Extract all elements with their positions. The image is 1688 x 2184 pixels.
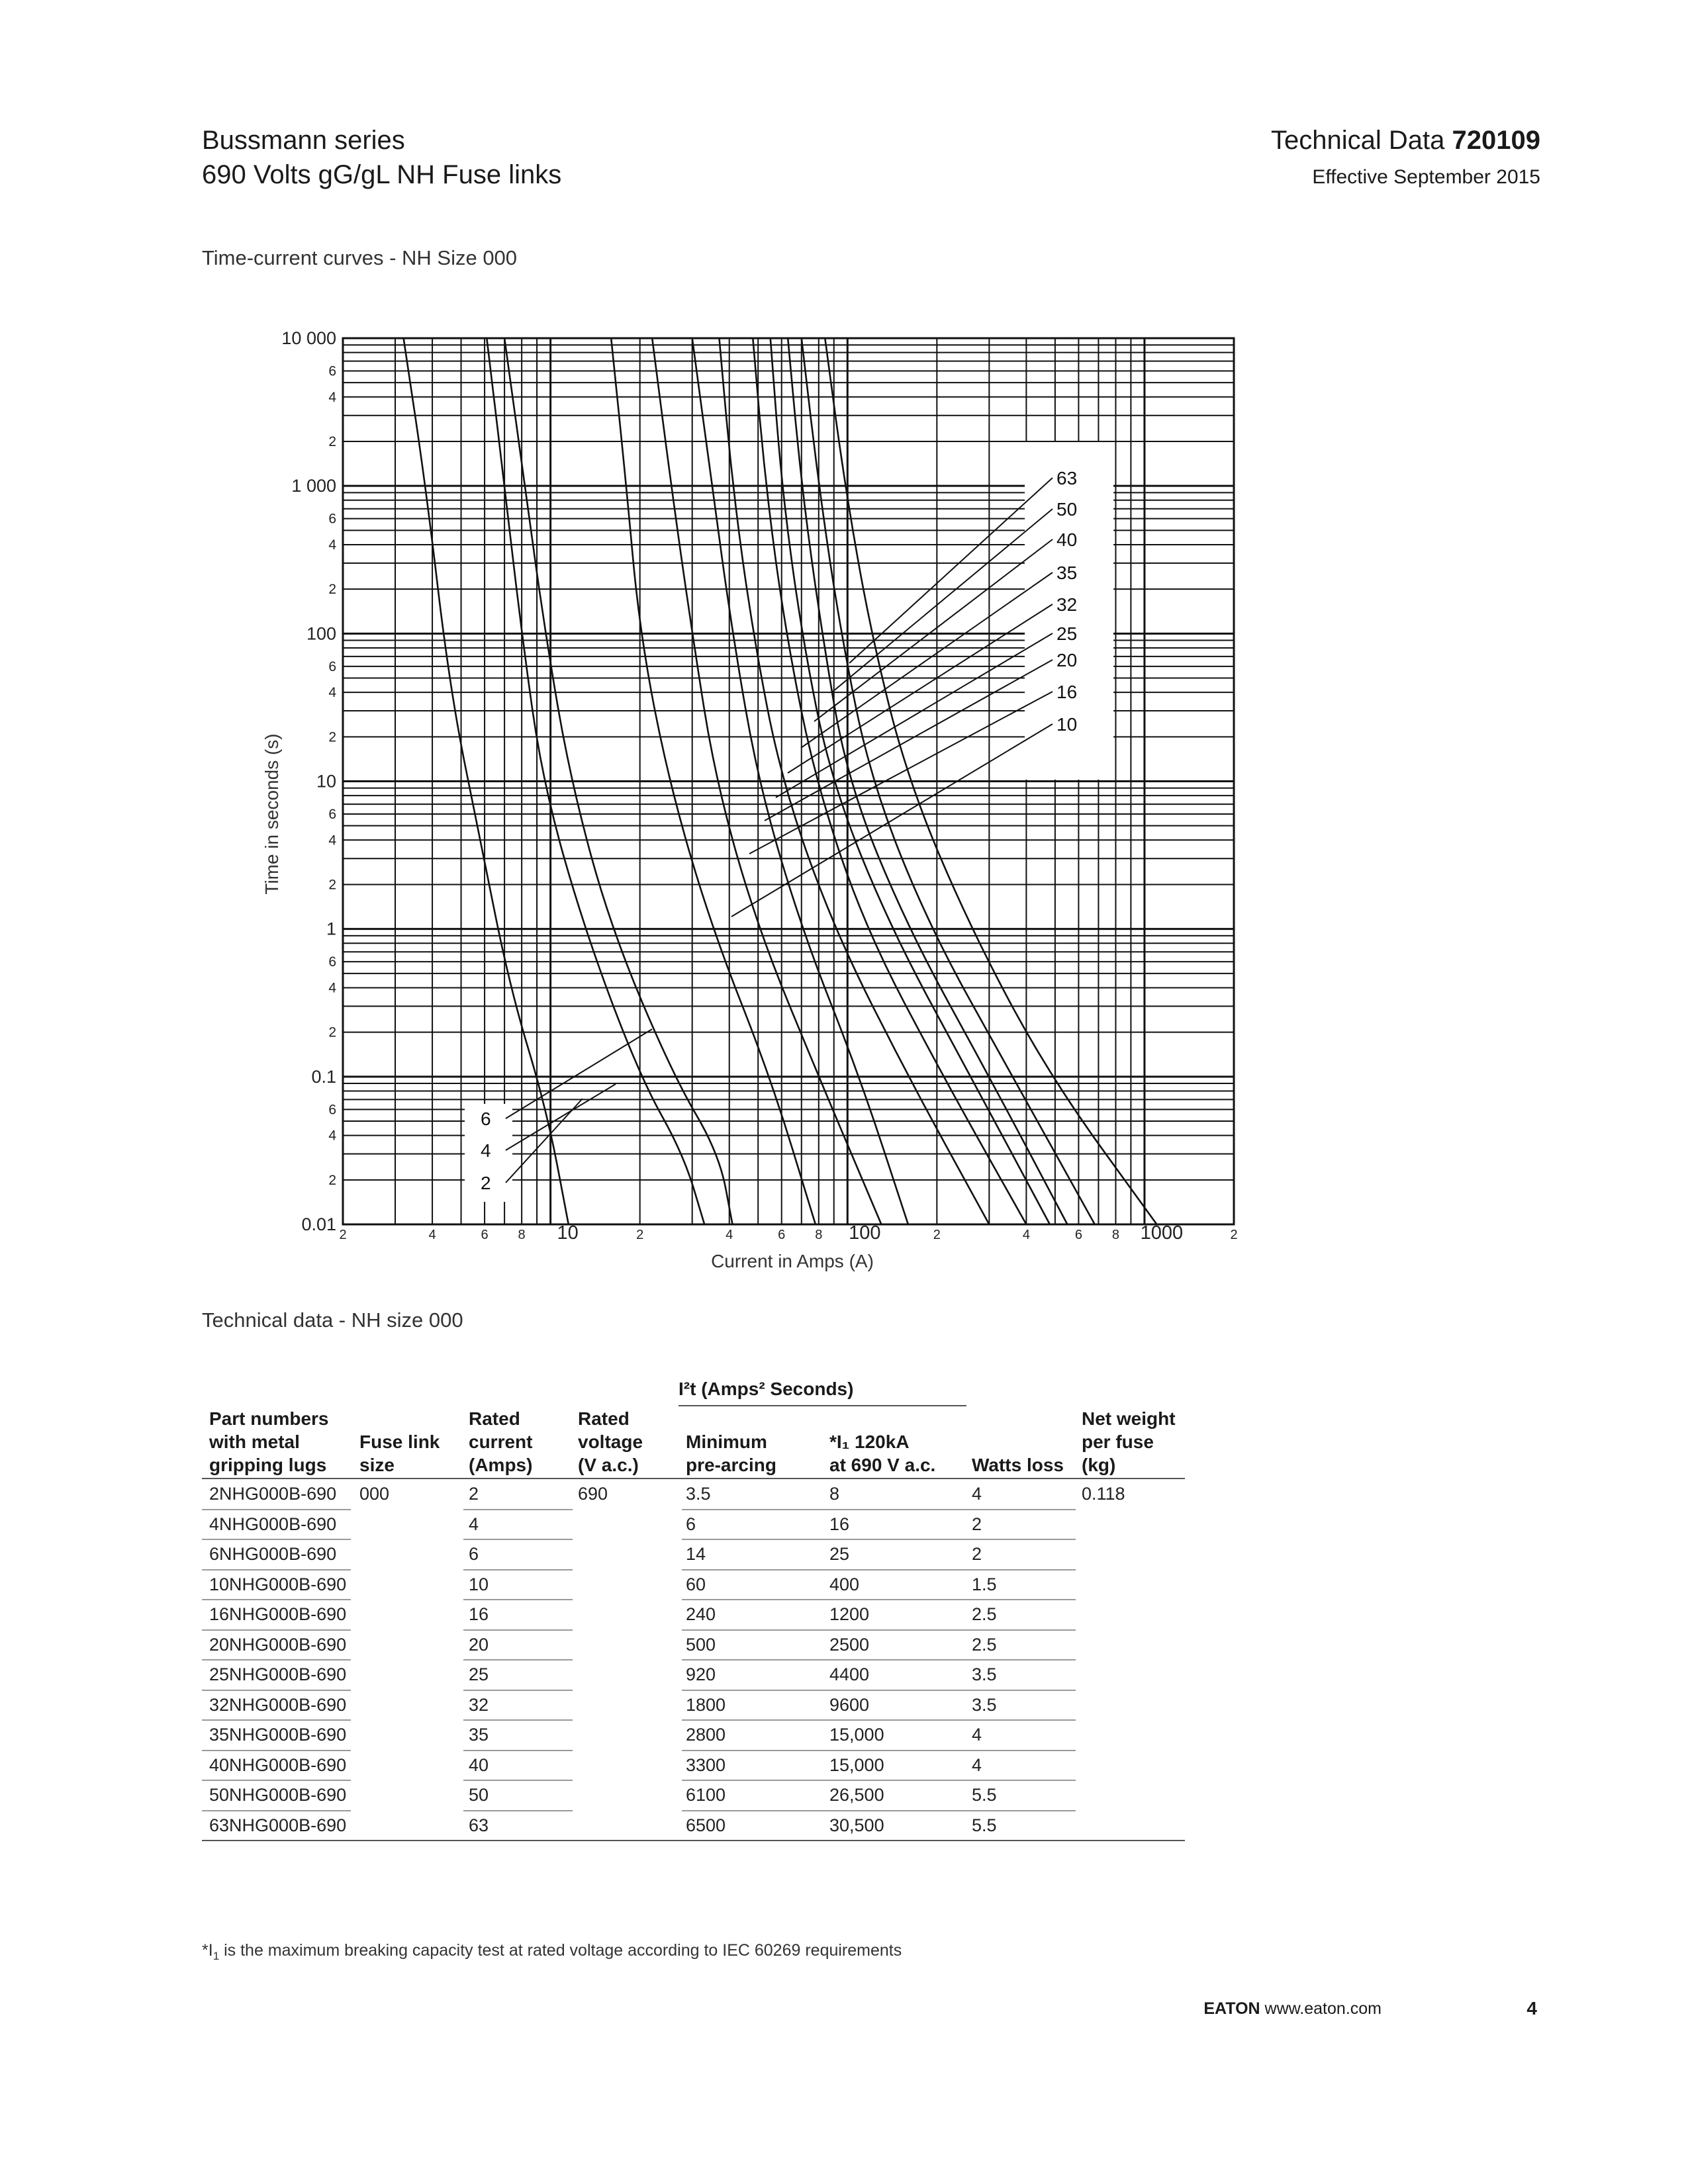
rated-current-cell: 10 <box>469 1574 489 1594</box>
y-tick-label: 100 <box>306 623 336 644</box>
column-header-8: (kg) <box>1082 1455 1116 1475</box>
y-tick-label: 0.01 <box>301 1214 336 1234</box>
row-separator <box>463 1599 573 1600</box>
row-separator <box>202 1810 351 1811</box>
rated-current-cell: 4 <box>469 1514 479 1534</box>
x-tick-label: 8 <box>815 1228 823 1242</box>
rated-current-cell: 35 <box>469 1725 489 1745</box>
y-tick-label: 4 <box>328 1128 336 1144</box>
column-header-5: pre-arcing <box>686 1455 776 1475</box>
part-number-cell: 4NHG000B-690 <box>209 1514 337 1534</box>
row-separator <box>463 1509 573 1510</box>
leader-line-6 <box>506 1029 652 1118</box>
y-axis-label: Time in seconds (s) <box>261 733 282 895</box>
column-header-2: size <box>359 1455 395 1475</box>
i2t-group-header: I²t (Amps² Seconds) <box>679 1379 966 1406</box>
row-separator <box>202 1719 351 1721</box>
breaking-capacity-cell: 16 <box>829 1514 850 1534</box>
rated-current-cell: 32 <box>469 1694 489 1715</box>
row-separator <box>463 1569 573 1570</box>
row-separator <box>463 1659 573 1661</box>
breaking-capacity-cell: 9600 <box>829 1694 870 1715</box>
row-separator <box>463 1810 573 1811</box>
series-label-35: 35 <box>1056 563 1078 583</box>
x-tick-label: 6 <box>778 1228 786 1242</box>
x-tick-label: 4 <box>428 1228 436 1242</box>
x-tick-label: 6 <box>1074 1228 1082 1242</box>
part-number-cell: 2NHG000B-690 <box>209 1484 337 1504</box>
pre-arcing-cell: 6500 <box>686 1815 726 1835</box>
series-label-4: 4 <box>481 1140 491 1161</box>
row-separator <box>202 1659 351 1661</box>
x-tick-label: 100 <box>849 1222 881 1244</box>
leader-line-63 <box>849 478 1053 663</box>
series-label-32: 32 <box>1056 594 1078 615</box>
breaking-capacity-cell: 26,500 <box>829 1785 884 1805</box>
y-tick-label: 4 <box>328 833 336 848</box>
watts-loss-cell: 5.5 <box>972 1785 997 1805</box>
y-tick-label: 2 <box>328 582 336 598</box>
row-separator <box>202 1569 351 1570</box>
column-header-3: Rated <box>469 1408 520 1429</box>
column-header-1: with metal <box>209 1432 300 1452</box>
breaking-capacity-cell: 25 <box>829 1544 850 1564</box>
watts-loss-cell: 2 <box>972 1514 982 1534</box>
effective-date: Effective September 2015 <box>1312 166 1540 188</box>
y-tick-label: 6 <box>328 807 336 823</box>
technical-data-label: Technical Data <box>1271 126 1445 155</box>
y-tick-label: 6 <box>328 1102 336 1118</box>
breaking-capacity-cell: 8 <box>829 1484 840 1504</box>
row-separator <box>202 1539 351 1540</box>
row-separator <box>202 1750 351 1751</box>
pre-arcing-cell: 6 <box>686 1514 696 1534</box>
row-separator <box>682 1569 1076 1570</box>
watts-loss-cell: 4 <box>972 1725 982 1745</box>
footer-brand <box>1203 1999 1382 2019</box>
column-header-4: voltage <box>578 1432 643 1452</box>
row-separator <box>202 1629 351 1631</box>
row-separator <box>682 1599 1076 1600</box>
watts-loss-cell: 1.5 <box>972 1574 997 1594</box>
y-tick-label: 0.1 <box>311 1066 336 1087</box>
column-header-4: Rated <box>578 1408 630 1429</box>
row-separator <box>682 1539 1076 1540</box>
x-axis-label: Current in Amps (A) <box>711 1251 874 1271</box>
pre-arcing-cell: 2800 <box>686 1725 726 1745</box>
leader-line-35 <box>801 572 1053 748</box>
watts-loss-cell: 5.5 <box>972 1815 997 1835</box>
column-header-8: Net weight <box>1082 1408 1176 1429</box>
row-separator <box>682 1509 1076 1510</box>
row-separator <box>202 1690 351 1691</box>
pre-arcing-cell: 60 <box>686 1574 706 1594</box>
page-number: 4 <box>1526 1998 1537 2019</box>
footnote-text: is the maximum breaking capacity test at rated voltage according to IEC 60269 requirements <box>219 1941 902 1960</box>
y-tick-label: 6 <box>328 954 336 970</box>
x-tick-label: 2 <box>933 1228 941 1242</box>
x-tick-label: 4 <box>726 1228 733 1242</box>
part-number-cell: 20NHG000B-690 <box>209 1634 347 1655</box>
pre-arcing-cell: 500 <box>686 1634 716 1655</box>
y-tick-label: 6 <box>328 659 336 674</box>
rated-voltage-cell: 690 <box>578 1484 608 1504</box>
product-title: 690 Volts gG/gL NH Fuse links <box>202 160 562 189</box>
row-separator <box>682 1810 1076 1811</box>
pre-arcing-cell: 6100 <box>686 1785 726 1805</box>
row-separator <box>202 1599 351 1600</box>
y-tick-label: 4 <box>328 537 336 553</box>
row-separator <box>463 1750 573 1751</box>
column-header-1: Part numbers <box>209 1408 329 1429</box>
row-separator <box>463 1539 573 1540</box>
column-header-5: Minimum <box>686 1432 767 1452</box>
column-header-3: (Amps) <box>469 1455 533 1475</box>
series-label-25: 25 <box>1056 623 1078 644</box>
part-number-cell: 6NHG000B-690 <box>209 1544 337 1564</box>
breaking-capacity-cell: 30,500 <box>829 1815 884 1835</box>
chart-series-labels <box>465 442 1113 1202</box>
row-separator <box>463 1719 573 1721</box>
row-separator <box>682 1659 1076 1661</box>
y-tick-label: 10 <box>316 771 336 792</box>
watts-loss-cell: 4 <box>972 1484 982 1504</box>
part-number-cell: 40NHG000B-690 <box>209 1754 347 1775</box>
rated-current-cell: 16 <box>469 1604 489 1624</box>
rated-current-cell: 40 <box>469 1754 489 1775</box>
part-number-cell: 35NHG000B-690 <box>209 1725 347 1745</box>
column-header-6: *I₁ 120kA <box>829 1432 910 1452</box>
y-tick-label: 4 <box>328 685 336 701</box>
y-tick-label: 2 <box>328 1024 336 1040</box>
x-tick-label: 4 <box>1022 1228 1030 1242</box>
rated-current-cell: 25 <box>469 1664 489 1684</box>
series-label-2: 2 <box>481 1173 491 1193</box>
x-tick-label: 2 <box>1230 1228 1238 1242</box>
fuse-size-cell: 000 <box>359 1484 390 1504</box>
rated-current-cell: 2 <box>469 1484 479 1504</box>
rated-current-cell: 20 <box>469 1634 489 1655</box>
series-label-50: 50 <box>1056 499 1078 520</box>
series-label-6: 6 <box>481 1109 491 1129</box>
row-separator <box>682 1719 1076 1721</box>
y-tick-label: 6 <box>328 511 336 527</box>
header-rule <box>202 1478 1185 1479</box>
x-tick-label: 8 <box>1111 1228 1120 1242</box>
footnote <box>202 1941 902 1963</box>
table-caption: Technical data - NH size 000 <box>202 1308 463 1332</box>
watts-loss-cell: 2 <box>972 1544 982 1564</box>
part-number-cell: 16NHG000B-690 <box>209 1604 347 1624</box>
series-label-20: 20 <box>1056 650 1078 670</box>
row-separator <box>682 1750 1076 1751</box>
row-separator <box>682 1690 1076 1691</box>
footnote-subscript: 1 <box>212 1950 220 1962</box>
watts-loss-cell: 4 <box>972 1754 982 1775</box>
row-separator <box>463 1780 573 1781</box>
y-tick-label: 10 000 <box>281 328 336 348</box>
breaking-capacity-cell: 400 <box>829 1574 860 1594</box>
column-header-4: (V a.c.) <box>578 1455 639 1475</box>
rated-current-cell: 50 <box>469 1785 489 1805</box>
watts-loss-cell: 2.5 <box>972 1604 997 1624</box>
series-label-63: 63 <box>1056 468 1078 488</box>
y-tick-label: 2 <box>328 1172 336 1188</box>
y-tick-label: 4 <box>328 389 336 405</box>
column-header-2: Fuse link <box>359 1432 440 1452</box>
row-separator <box>202 1509 351 1510</box>
series-label-40: 40 <box>1056 529 1078 550</box>
breaking-capacity-cell: 1200 <box>829 1604 870 1624</box>
column-header-1: gripping lugs <box>209 1455 327 1475</box>
brand-url[interactable]: www.eaton.com <box>1260 1999 1382 2018</box>
net-weight-cell: 0.118 <box>1082 1484 1125 1504</box>
breaking-capacity-cell: 4400 <box>829 1664 870 1684</box>
part-number-cell: 50NHG000B-690 <box>209 1785 347 1805</box>
x-tick-label: 2 <box>636 1228 644 1242</box>
pre-arcing-cell: 240 <box>686 1604 716 1624</box>
y-tick-label: 1 000 <box>291 476 336 496</box>
y-tick-label: 6 <box>328 363 336 379</box>
leader-line-40 <box>814 539 1053 721</box>
series-label-16: 16 <box>1056 682 1078 702</box>
row-separator <box>463 1690 573 1691</box>
y-tick-label: 4 <box>328 980 336 996</box>
x-tick-label: 2 <box>339 1228 347 1242</box>
column-header-8: per fuse <box>1082 1432 1154 1452</box>
part-number-cell: 32NHG000B-690 <box>209 1694 347 1715</box>
part-number-cell: 25NHG000B-690 <box>209 1664 347 1684</box>
row-separator <box>682 1780 1076 1781</box>
column-header-7: Watts loss <box>972 1455 1064 1475</box>
part-number-cell: 10NHG000B-690 <box>209 1574 347 1594</box>
row-separator <box>682 1629 1076 1631</box>
pre-arcing-cell: 920 <box>686 1664 716 1684</box>
column-header-3: current <box>469 1432 533 1452</box>
leader-line-16 <box>749 692 1053 854</box>
y-tick-label: 2 <box>328 729 336 745</box>
series-name: Bussmann series <box>202 126 405 155</box>
pre-arcing-cell: 14 <box>686 1544 706 1564</box>
row-separator <box>463 1629 573 1631</box>
breaking-capacity-cell: 15,000 <box>829 1725 884 1745</box>
pre-arcing-cell: 3300 <box>686 1754 726 1775</box>
watts-loss-cell: 3.5 <box>972 1694 997 1715</box>
rated-current-cell: 63 <box>469 1815 489 1835</box>
pre-arcing-cell: 3.5 <box>686 1484 711 1504</box>
part-number-cell: 63NHG000B-690 <box>209 1815 347 1835</box>
y-tick-label: 1 <box>326 919 336 939</box>
series-label-10: 10 <box>1056 714 1078 735</box>
x-tick-label: 1000 <box>1140 1222 1184 1244</box>
rated-current-cell: 6 <box>469 1544 479 1564</box>
table-bottom-rule <box>202 1840 1185 1841</box>
x-tick-label: 10 <box>557 1222 579 1244</box>
technical-data-number: 720109 <box>1452 126 1540 155</box>
brand-name: EATON <box>1203 1999 1260 2018</box>
chart-caption: Time-current curves - NH Size 000 <box>202 246 518 269</box>
y-tick-label: 2 <box>328 877 336 893</box>
pre-arcing-cell: 1800 <box>686 1694 726 1715</box>
column-header-6: at 690 V a.c. <box>829 1455 936 1475</box>
footnote-symbol: *I <box>202 1941 213 1960</box>
watts-loss-cell: 3.5 <box>972 1664 997 1684</box>
row-separator <box>202 1780 351 1781</box>
breaking-capacity-cell: 15,000 <box>829 1754 884 1775</box>
watts-loss-cell: 2.5 <box>972 1634 997 1655</box>
breaking-capacity-cell: 2500 <box>829 1634 870 1655</box>
x-tick-label: 6 <box>481 1228 489 1242</box>
y-tick-label: 2 <box>328 433 336 449</box>
x-tick-label: 8 <box>518 1228 526 1242</box>
